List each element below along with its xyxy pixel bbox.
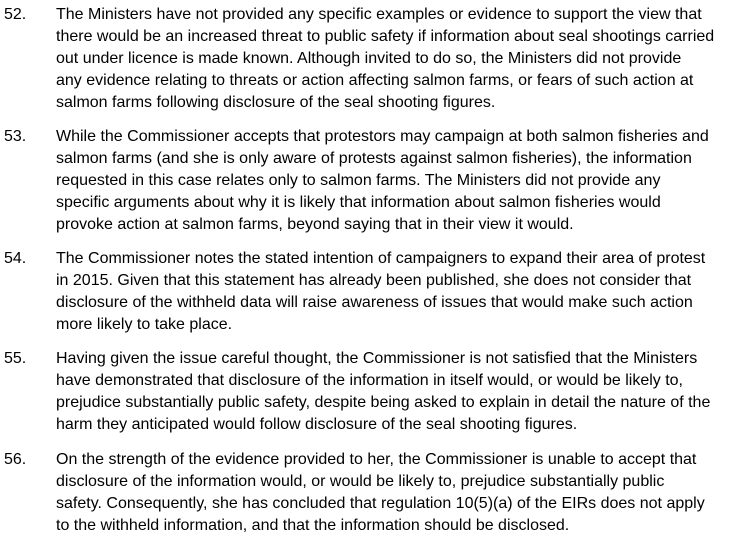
paragraph-line: disclosure of the withheld data will raise awareness of issues that would make such action — [56, 294, 693, 311]
paragraph-line: The Commissioner notes the stated intention of campaigners to expand their area of protest — [56, 250, 706, 267]
paragraph-line: to the withheld information, and that the information should be disclosed. — [56, 517, 570, 534]
paragraph-line: there would be an increased threat to public safety if information about seal shootings carried — [56, 28, 715, 45]
paragraph-line: On the strength of the evidence provided to her, the Commissioner is unable to accept that — [56, 451, 697, 468]
paragraph-number: 56. — [4, 451, 27, 468]
paragraph-number: 53. — [4, 128, 27, 145]
paragraph-number: 55. — [4, 350, 27, 367]
paragraph-number: 52. — [4, 6, 27, 23]
paragraph-line: safety. Consequently, she has concluded that regulation 10(5)(a) of the EIRs does not apply — [56, 495, 705, 512]
paragraph-line: have demonstrated that disclosure of the information in itself would, or would be likely to, — [56, 372, 683, 389]
paragraph-line: salmon farms (and she is only aware of protests against salmon fisheries), the information — [56, 150, 692, 167]
paragraph-line: any evidence relating to threats or action affecting salmon farms, or fears of such action at — [56, 72, 694, 89]
paragraph-line: specific arguments about why it is likely that information about salmon fisheries would — [56, 194, 661, 211]
paragraph-line: prejudice substantially public safety, despite being asked to explain in detail the nature of the — [56, 394, 711, 411]
paragraph-line: The Ministers have not provided any specific examples or evidence to support the view that — [56, 6, 702, 23]
paragraph-line: out under licence is made known. Although invited to do so, the Ministers did not provide — [56, 50, 682, 67]
paragraph-number: 54. — [4, 250, 27, 267]
paragraph-line: disclosure of the information would, or would be likely to, prejudice substantially public — [56, 473, 665, 490]
paragraph-line: requested in this case relates only to salmon farms. The Ministers did not provide any — [56, 172, 661, 189]
paragraph-line: harm they anticipated would follow disclosure of the seal shooting figures. — [56, 416, 578, 433]
paragraph-line: salmon farms following disclosure of the seal shooting figures. — [56, 94, 496, 111]
paragraph-line: Having given the issue careful thought, the Commissioner is not satisfied that the Ministers — [56, 350, 698, 367]
paragraph-line: provoke action at salmon farms, beyond saying that in their view it would. — [56, 216, 574, 233]
paragraph-line: in 2015. Given that this statement has already been published, she does not consider that — [56, 272, 692, 289]
paragraph-line: more likely to take place. — [56, 316, 233, 333]
paragraph-line: While the Commissioner accepts that protestors may campaign at both salmon fisheries and — [56, 128, 709, 145]
